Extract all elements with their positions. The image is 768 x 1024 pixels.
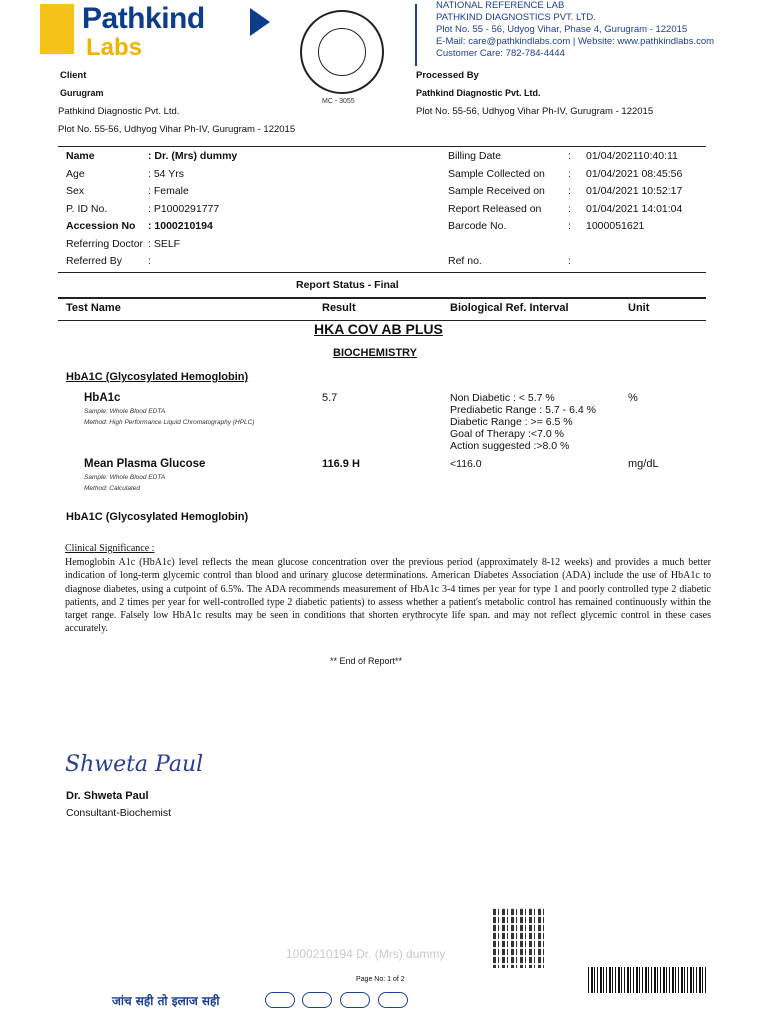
test-name: Mean Plasma Glucose [84, 458, 206, 470]
patient-row [66, 255, 237, 273]
patient-value: : 1000210194 [148, 220, 213, 232]
patient-row [66, 168, 237, 186]
report-label: Sample Received on [448, 185, 545, 197]
lab-line: PATHKIND DIAGNOSTICS PVT. LTD. [436, 12, 596, 23]
report-label: Barcode No. [448, 220, 507, 232]
patient-value: : 54 Yrs [148, 167, 184, 180]
patient-value: : Female [148, 185, 189, 197]
test-sample: Sample: Whole Blood EDTA [84, 408, 166, 415]
report-label: Ref no. [448, 255, 482, 267]
lab-line: NATIONAL REFERENCE LAB [436, 0, 565, 11]
lab-line: Plot No. 55 - 56, Udyog Vihar, Phase 4, Gurugram - 122015 [436, 24, 688, 35]
footer-tagline: जांच सही तो इलाज सही [112, 994, 220, 1008]
client-name: Pathkind Diagnostic Pvt. Ltd. [58, 106, 180, 117]
patient-details-left [66, 150, 237, 273]
patient-label: Referring Doctor [66, 237, 144, 250]
signatory-name: Dr. Shweta Paul [66, 790, 149, 802]
patient-row [66, 203, 237, 221]
patient-row [66, 220, 237, 238]
report-row [448, 220, 682, 238]
test-ref-interval [450, 392, 596, 452]
test-unit: mg/dL [628, 458, 659, 470]
patient-label: Referred By [66, 255, 123, 267]
colon: : [568, 167, 571, 180]
report-value: 01/04/2021 14:01:04 [586, 202, 683, 215]
report-value: 01/04/202110:40:11 [586, 150, 678, 162]
footer-emblem-icon [340, 992, 370, 1008]
page-number: Page No: 1 of 2 [356, 976, 405, 983]
brand-arrow-icon [250, 8, 270, 36]
test-result: 116.9 H [322, 458, 360, 470]
test-method: Method: High Performance Liquid Chromatography (HPLC) [84, 419, 255, 426]
processed-address: Plot No. 55-56, Udhyog Vihar Ph-IV, Gurugram - 122015 [416, 106, 654, 117]
ref-line: Non Diabetic : < 5.7 % [450, 392, 555, 404]
report-row [448, 255, 682, 273]
colon: : [568, 255, 571, 267]
report-label: Sample Collected on [448, 167, 545, 180]
patient-bottom-rule [58, 272, 706, 273]
report-row [448, 185, 682, 203]
client-address: Plot No. 55-56, Udhyog Vihar Ph-IV, Gurugram - 122015 [58, 124, 296, 135]
col-header-unit: Unit [628, 302, 650, 314]
colon: : [568, 150, 571, 162]
col-header-result: Result [322, 302, 356, 314]
colon: : [568, 185, 571, 197]
patient-label: P. ID No. [66, 202, 108, 215]
report-row [448, 150, 682, 168]
processed-heading: Processed By [416, 70, 479, 81]
client-city: Gurugram [60, 88, 104, 98]
patient-label: Name [66, 150, 95, 162]
processed-name: Pathkind Diagnostic Pvt. Ltd. [416, 88, 541, 98]
lab-line: Customer Care: 782-784-4444 [436, 48, 565, 59]
interpretation-title: HbA1C (Glycosylated Hemoglobin) [66, 511, 249, 523]
panel-name: HKA COV AB PLUS [314, 321, 443, 337]
test-name: HbA1c [84, 392, 121, 404]
report-status: Report Status - Final [296, 279, 399, 291]
col-header-test: Test Name [66, 302, 121, 314]
footer-emblem-icon [265, 992, 295, 1008]
section-name: BIOCHEMISTRY [333, 347, 417, 359]
test-ref-interval: <116.0 [450, 458, 482, 470]
lab-line: E-Mail: care@pathkindlabs.com | Website: www.pathkindlabs.com [436, 36, 715, 47]
patient-value: : [148, 255, 151, 267]
patient-row [66, 150, 237, 168]
report-value: 01/04/2021 10:52:17 [586, 185, 683, 197]
report-row [448, 168, 682, 186]
clinical-heading: Clinical Significance : [65, 543, 155, 554]
col-header-ref: Biological Ref. Interval [450, 302, 569, 314]
table-top-rule [58, 297, 706, 299]
pathkind-logo-icon [40, 4, 74, 54]
test-result: 5.7 [322, 392, 338, 404]
patient-row [66, 185, 237, 203]
qr-code-pattern [493, 908, 547, 968]
report-label: Report Released on [448, 202, 542, 215]
ref-line: Prediabetic Range : 5.7 - 6.4 % [450, 404, 596, 416]
patient-top-rule [58, 146, 706, 147]
test-method: Method: Calculated [84, 485, 141, 492]
report-label: Billing Date [448, 150, 502, 162]
header-divider [415, 4, 417, 66]
brand-sub: Labs [86, 34, 143, 61]
seal-inner-ring [318, 28, 366, 76]
footer-emblem-icon [302, 992, 332, 1008]
colon: : [568, 202, 571, 215]
lab-address-block [436, 0, 714, 60]
group-name: HbA1C (Glycosylated Hemoglobin) [66, 371, 249, 383]
clinical-text: Hemoglobin A1c (HbA1c) level reflects the mean glucose concentration over the previous period (approximately 8-12 weeks) and provides a much better indication of long-term glycemic control than blood and urinary glucose determinations. American Diabetes Association (ADA) include the use of HbA1c to diagnose diabetes, using a cutpoint of 6.5%. The ADA recommends measurement of HbA1c 3-4 times per year for type 1 and poorly controlled type 2 diabetic patients, and 2 times per year for well-controlled type 2 diabetic patients) to assess whether a patient's metabolic control has remained continuously within the target range. Falsely low HbA1c results may be seen in conditions that shorten erythrocyte life span. and may not reflect glycemic control in these cases accurately. [65, 557, 711, 635]
patient-label: Accession No [66, 220, 136, 232]
end-of-report: ** End of Report** [330, 656, 403, 666]
colon: : [568, 220, 571, 232]
ref-line: Action suggested :>8.0 % [450, 440, 570, 452]
signature-image: Shweta Paul [65, 752, 204, 777]
report-value: 01/04/2021 08:45:56 [586, 167, 683, 180]
signatory-title: Consultant-Biochemist [66, 807, 172, 819]
patient-value: : Dr. (Mrs) dummy [148, 150, 238, 162]
report-row [448, 203, 682, 221]
barcode-icon [588, 967, 706, 993]
ref-line: Goal of Therapy :<7.0 % [450, 428, 564, 440]
ref-line: Diabetic Range : >= 6.5 % [450, 416, 573, 428]
patient-details-right [448, 150, 682, 273]
patient-label: Age [66, 167, 85, 180]
report-value: 1000051621 [586, 220, 645, 232]
test-sample: Sample: Whole Blood EDTA [84, 474, 166, 481]
footer-watermark: 1000210194 Dr. (Mrs) dummy [286, 947, 446, 961]
footer-emblem-icon [378, 992, 408, 1008]
patient-value: : SELF [148, 237, 181, 250]
patient-value: : P1000291777 [148, 202, 220, 215]
patient-label: Sex [66, 185, 85, 197]
brand-name: Pathkind [82, 2, 205, 35]
patient-row [66, 238, 237, 256]
test-unit: % [628, 392, 638, 404]
seal-mc-number: MC - 3055 [322, 98, 355, 105]
client-heading: Client [60, 70, 87, 81]
